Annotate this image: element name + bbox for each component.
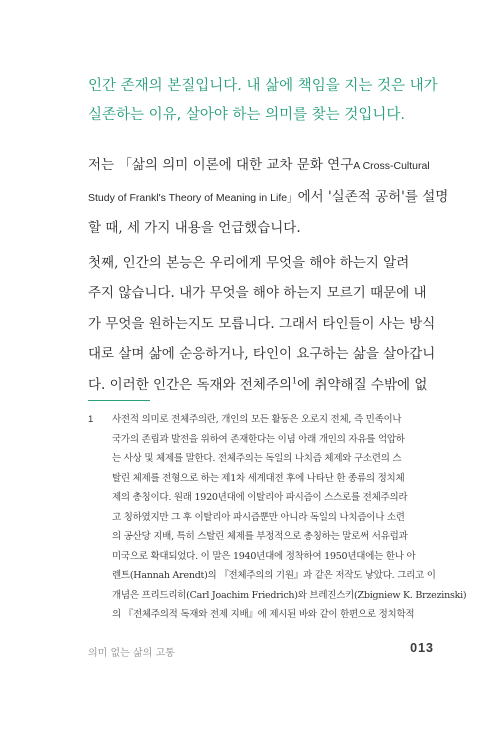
- pull-quote-line: 인간 존재의 본질입니다. 내 삶에 책임을 지는 것은 내가: [88, 78, 438, 94]
- text-segment: 저는 「삶의 의미 이론에 대한 교차 문화 연구: [88, 157, 354, 173]
- english-title-segment: A Cross-Cultural: [353, 160, 430, 172]
- paragraph-2-line-4: 대로 살며 삶에 순응하거나, 타인이 요구하는 삶을 살아갑니: [88, 346, 436, 362]
- paragraph-1-line-3: 할 때, 세 가지 내용을 언급했습니다.: [88, 220, 301, 236]
- footnote-line: 의 『전체주의적 독재와 전제 지배』에 제시된 바와 같이 한편으로 정치학적: [112, 609, 415, 620]
- footnote-reference[interactable]: 1: [292, 376, 298, 385]
- english-title-segment: Study of Frankl's Theory of Meaning in Life」: [88, 191, 298, 204]
- footnote-number: 1: [88, 414, 94, 425]
- text-segment: 에 취약해질 수밖에 없: [297, 376, 428, 393]
- footnote-line: 제의 총칭이다. 원래 1920년대에 이탈리아 파시즘이 스스로를 전체주의라: [112, 492, 408, 503]
- body-text: [88, 150, 449, 400]
- paragraph-2-line-1: 첫째, 인간의 본능은 우리에게 무엇을 해야 하는지 알려: [88, 254, 410, 271]
- text-segment: 다. 이러한 인간은 독재와 전체주의: [88, 376, 293, 393]
- text-segment: 에서 '실존적 공허'를 설명: [297, 188, 449, 205]
- page-number: 013: [410, 641, 434, 655]
- running-footer-title: 의미 없는 삶의 고통: [88, 648, 175, 659]
- pull-quote-line: 실존하는 이유, 살아야 하는 의미를 찾는 것입니다.: [88, 107, 406, 123]
- paragraph-2-line-3: 가 무엇을 원하는지도 모릅니다. 그래서 타인들이 사는 방식: [88, 315, 436, 332]
- paragraph-1-line-1: [88, 150, 428, 182]
- footnote-line: 의 공산당 지배, 특히 스탈린 체제를 부정적으로 총칭하는 말로써 서유럽과: [112, 531, 408, 542]
- footnote-line: 고 칭하였지만 그 후 이탈리아 파시즘뿐만 아니라 독일의 나치즘이나 소련: [112, 511, 405, 523]
- paragraph-1-line-2: [88, 182, 449, 214]
- footnote-line: 사전적 의미로 전체주의란, 개인의 모든 활동은 오로지 전체, 즉 민족이나: [112, 414, 402, 425]
- pull-quote: [88, 72, 438, 130]
- footnote-line: 렌트(Hannah Arendt)의 『전체주의의 기원』과 같은 저작도 낳았다. 그리고 이: [112, 570, 436, 581]
- paragraph-2-line-2: 주지 않습니다. 내가 무엇을 해야 하는지 모르기 때문에 내: [88, 285, 427, 301]
- footnote-divider: [88, 400, 150, 401]
- footnote-line: 개념은 프리드리히(Carl Joachim Friedrich)와 브레진스키(Zbigniew K. Brzezinski): [112, 589, 467, 601]
- footnote-line: 국가의 존립과 발전을 위하여 존재한다는 이념 아래 개인의 자유를 억압하: [112, 433, 405, 445]
- footnote-line: 미국으로 확대되었다. 이 말은 1940년대에 정착하여 1950년대에는 한나 아: [112, 550, 416, 562]
- footnote-line: 는 사상 및 체제를 말한다. 전체주의는 독일의 나치즘 체제와 구소련의 스: [112, 453, 402, 464]
- paragraph-2-line-5: [88, 370, 428, 401]
- footnote-text: [112, 410, 467, 625]
- footnote-line: 탈린 체제를 전형으로 하는 제1차 세계대전 후에 나타난 한 종류의 정치체: [112, 472, 405, 484]
